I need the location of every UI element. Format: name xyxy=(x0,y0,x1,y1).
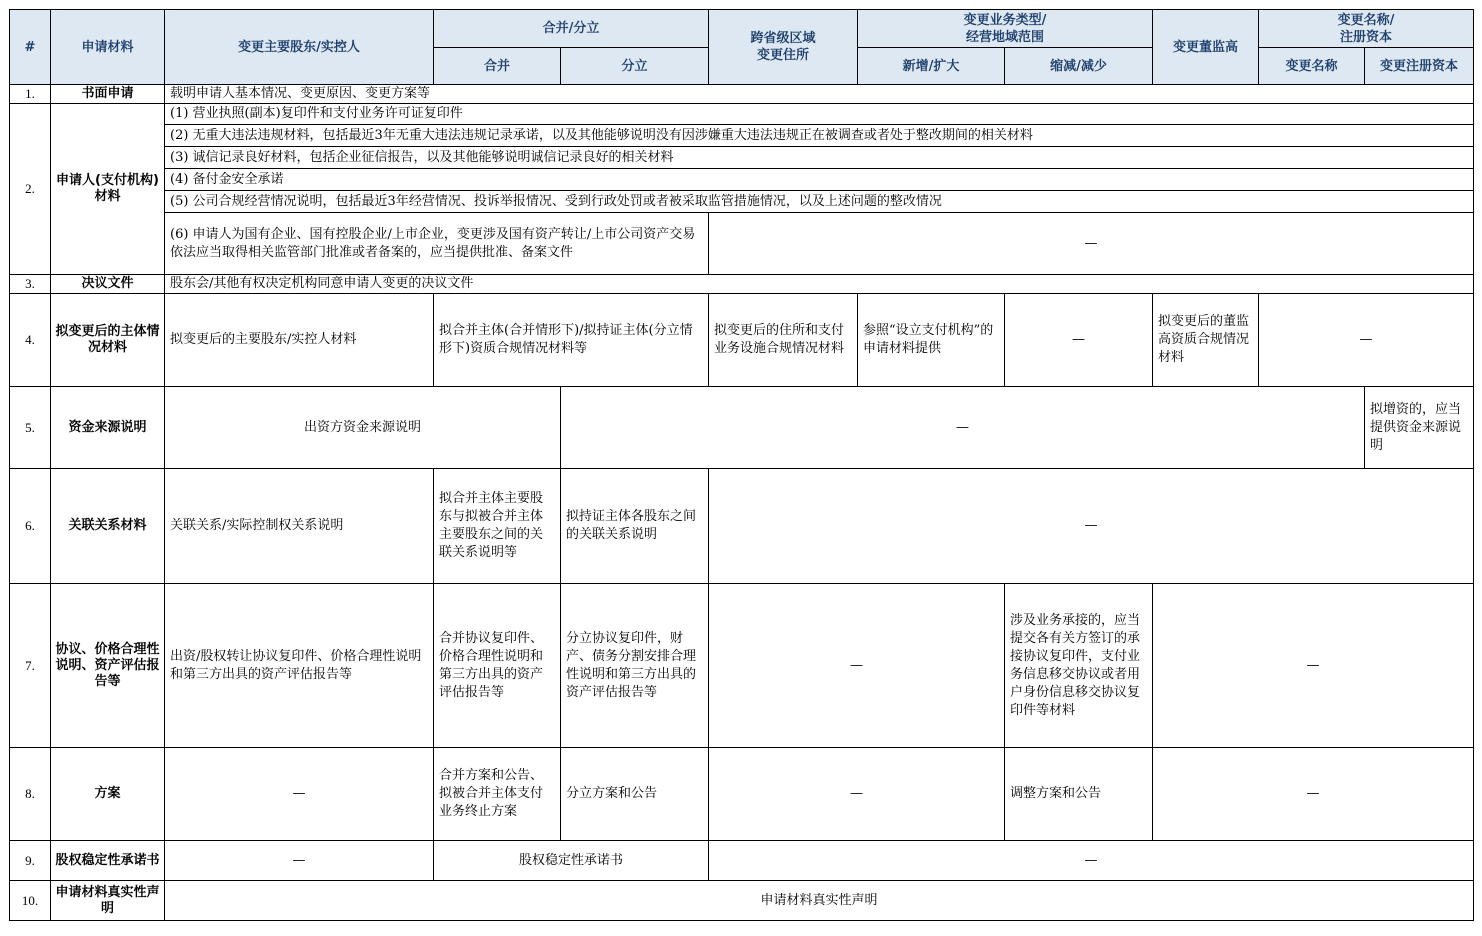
row-number: 9. xyxy=(10,841,51,881)
add-expand-cell: 参照“设立支付机构”的申请材料提供 xyxy=(858,294,1005,387)
table-row xyxy=(10,387,1474,469)
merge-cell: 拟合并主体主要股东与拟被合并主体主要股东之间的关联关系说明等 xyxy=(434,469,561,584)
empty-dash: — xyxy=(709,841,1474,881)
row-category: 资金来源说明 xyxy=(51,387,165,469)
table-row xyxy=(10,584,1474,748)
row-category: 方案 xyxy=(51,748,165,841)
row-category: 关联关系材料 xyxy=(51,469,165,584)
row-category: 协议、价格合理性说明、资产评估报告等 xyxy=(51,584,165,748)
cross-region-cell: 拟变更后的住所和支付业务设施合规情况材料 xyxy=(709,294,858,387)
split-cell: 分立方案和公告 xyxy=(561,748,709,841)
director-cell: 拟变更后的董监高资质合规情况材料 xyxy=(1153,294,1259,387)
header-merge-split: 合并/分立 xyxy=(434,10,709,48)
row-number: 6. xyxy=(10,469,51,584)
header-number: # xyxy=(10,10,51,85)
merge-split-cell: 拟合并主体(合并情形下)/拟持证主体(分立情形下)资质合规情况材料等 xyxy=(434,294,709,387)
application-materials-table xyxy=(9,9,1474,921)
row-category: 决议文件 xyxy=(51,275,165,294)
shareholder-cell: 关联关系/实际控制权关系说明 xyxy=(165,469,434,584)
table-row xyxy=(10,125,1474,147)
row-number: 5. xyxy=(10,387,51,469)
empty-dash: — xyxy=(165,748,434,841)
table-row xyxy=(10,469,1474,584)
table-row xyxy=(10,104,1474,125)
row-content: 股东会/其他有权决定机构同意申请人变更的决议文件 xyxy=(165,275,1474,294)
header-reduce: 缩减/减少 xyxy=(1005,48,1153,85)
header-change-name: 变更名称 xyxy=(1259,48,1365,85)
header-business-scope: 变更业务类型/ 经营地域范围 xyxy=(858,10,1153,48)
row-category: 申请材料真实性声明 xyxy=(51,881,165,921)
table-row xyxy=(10,275,1474,294)
header-split: 分立 xyxy=(561,48,709,85)
shareholder-cell: 出资/股权转让协议复印件、价格合理性说明和第三方出具的资产评估报告等 xyxy=(165,584,434,748)
capital-cell: 拟增资的，应当提供资金来源说明 xyxy=(1365,387,1474,469)
empty-dash: — xyxy=(709,213,1474,275)
empty-dash: — xyxy=(165,841,434,881)
sub-item: (6) 申请人为国有企业、国有控股企业/上市企业，变更涉及国有资产转让/上市公司资产交易依法应当取得相关监管部门批准或者备案的，应当提供批准、备案文件 xyxy=(165,213,709,275)
merge-cell: 合并方案和公告、拟被合并主体支付业务终止方案 xyxy=(434,748,561,841)
row-number: 3. xyxy=(10,275,51,294)
sub-item: (1) 营业执照(副本)复印件和支付业务许可证复印件 xyxy=(165,104,1474,125)
reduce-cell: 涉及业务承接的，应当提交各有关方签订的承接协议复印件，支付业务信息移交协议或者用户身份信息移交协议复印件等材料 xyxy=(1005,584,1153,748)
table-row xyxy=(10,881,1474,921)
row-number: 8. xyxy=(10,748,51,841)
header-add-expand: 新增/扩大 xyxy=(858,48,1005,85)
empty-dash: — xyxy=(709,584,1005,748)
header-shareholder: 变更主要股东/实控人 xyxy=(165,10,434,85)
row-category: 股权稳定性承诺书 xyxy=(51,841,165,881)
table-row xyxy=(10,213,1474,275)
header-director: 变更董监高 xyxy=(1153,10,1259,85)
reduce-cell: 调整方案和公告 xyxy=(1005,748,1153,841)
sub-item: (3) 诚信记录良好材料，包括企业征信报告，以及其他能够说明诚信记录良好的相关材料 xyxy=(165,147,1474,169)
header-name-capital: 变更名称/ 注册资本 xyxy=(1259,10,1474,48)
row-number: 1. xyxy=(10,85,51,104)
table-row xyxy=(10,85,1474,104)
row-number: 4. xyxy=(10,294,51,387)
header-cross-region: 跨省级区域 变更住所 xyxy=(709,10,858,85)
shareholder-cell: 拟变更后的主要股东/实控人材料 xyxy=(165,294,434,387)
row-number: 2. xyxy=(10,104,51,275)
split-cell: 分立协议复印件，财产、债务分割安排合理性说明和第三方出具的资产评估报告等 xyxy=(561,584,709,748)
sub-item: (2) 无重大违法违规材料，包括最近3年无重大违法违规记录承诺，以及其他能够说明没有因涉嫌重大违法违规正在被调查或者处于整改期间的相关材料 xyxy=(165,125,1474,147)
row-content: 载明申请人基本情况、变更原因、变更方案等 xyxy=(165,85,1474,104)
table-row xyxy=(10,147,1474,169)
empty-dash: — xyxy=(1259,294,1474,387)
row-number: 10. xyxy=(10,881,51,921)
empty-dash: — xyxy=(709,469,1474,584)
merge-split-cell: 股权稳定性承诺书 xyxy=(434,841,709,881)
sub-item: (4) 备付金安全承诺 xyxy=(165,169,1474,191)
header-merge: 合并 xyxy=(434,48,561,85)
table-row xyxy=(10,191,1474,213)
row-category: 申请人(支付机构)材料 xyxy=(51,104,165,275)
empty-dash: — xyxy=(709,748,1005,841)
sub-item: (5) 公司合规经营情况说明，包括最近3年经营情况、投诉举报情况、受到行政处罚或者被采取监管措施情况，以及上述问题的整改情况 xyxy=(165,191,1474,213)
shareholder-cell: 出资方资金来源说明 xyxy=(165,387,561,469)
empty-dash: — xyxy=(1153,584,1474,748)
row-content: 申请材料真实性声明 xyxy=(165,881,1474,921)
split-cell: 拟持证主体各股东之间的关联关系说明 xyxy=(561,469,709,584)
table-row xyxy=(10,169,1474,191)
table-row xyxy=(10,294,1474,387)
table-row xyxy=(10,841,1474,881)
header-material: 申请材料 xyxy=(51,10,165,85)
row-category: 书面申请 xyxy=(51,85,165,104)
empty-dash: — xyxy=(1005,294,1153,387)
empty-dash: — xyxy=(1153,748,1474,841)
merge-cell: 合并协议复印件、价格合理性说明和第三方出具的资产评估报告等 xyxy=(434,584,561,748)
table-row xyxy=(10,748,1474,841)
row-category: 拟变更后的主体情况材料 xyxy=(51,294,165,387)
row-number: 7. xyxy=(10,584,51,748)
header-change-capital: 变更注册资本 xyxy=(1365,48,1474,85)
empty-dash: — xyxy=(561,387,1365,469)
